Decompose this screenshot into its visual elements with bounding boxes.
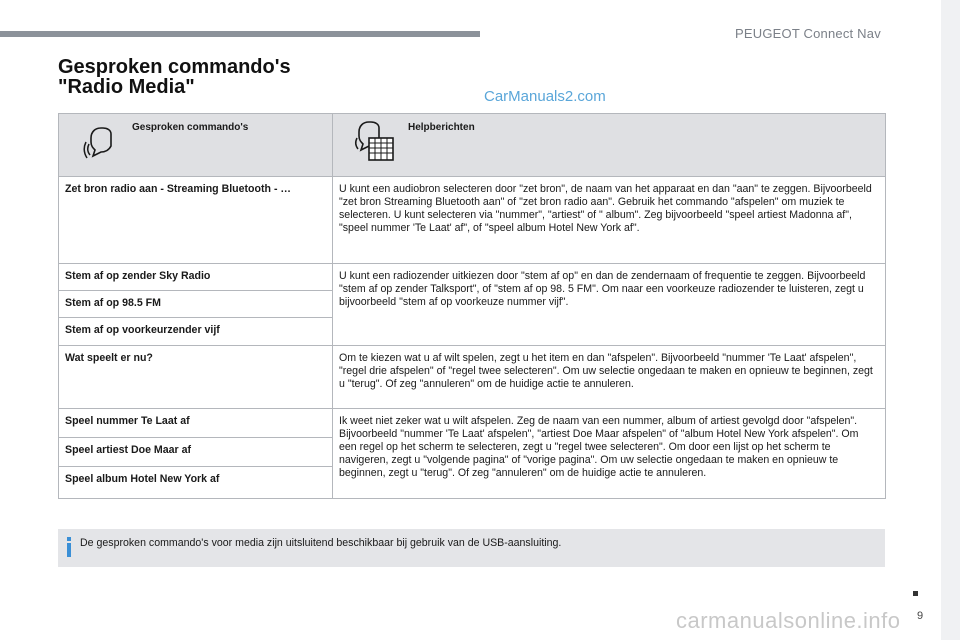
help-cell: Om te kiezen wat u af wilt spelen, zegt u het item en dan "afspelen". Bijvoorbeeld "nummer 'Te Laat' afspelen", "regel drie afspelen" of "regel twee selecteren". Om uw selectie ongedaan te maken en opnieuw te beginnen, zegt u "terug". Of zeg "annuleren" om de huidige actie te annuleren. (333, 346, 886, 409)
command-cell: Speel artiest Doe Maar af (59, 438, 333, 467)
watermark-top: CarManuals2.com (484, 88, 606, 105)
title-line-2: "Radio Media" (58, 76, 195, 98)
header-bar (0, 31, 480, 37)
table-row (59, 177, 886, 264)
voice-command-table (58, 113, 886, 499)
header-help (333, 114, 886, 177)
page-title (58, 57, 291, 97)
command-cell: Stem af op 98.5 FM (59, 291, 333, 318)
page-number: 9 (917, 610, 924, 622)
help-message-icon (353, 118, 397, 168)
header-commands (59, 114, 333, 177)
page-marker (913, 591, 918, 596)
info-icon (64, 537, 74, 562)
command-cell: Stem af op zender Sky Radio (59, 264, 333, 291)
info-note (58, 529, 885, 567)
info-note-text: De gesproken commando's voor media zijn uitsluitend beschikbaar bij gebruik van de USB-aansluiting. (80, 537, 562, 549)
voice-command-icon (83, 122, 123, 166)
help-cell: U kunt een radiozender uitkiezen door "stem af op" en dan de zendernaam of frequentie te zeggen. Bijvoorbeeld "stem af op zender Talksport", of "stem af op 98. 5 FM". Om naar een voorkeuze radiozender te luisteren, zegt u bijvoorbeeld "stem af op voorkeuze nummer vijf". (333, 264, 886, 346)
table-row (59, 264, 886, 291)
table-header-row (59, 114, 886, 177)
help-cell: Ik weet niet zeker wat u wilt afspelen. Zeg de naam van een nummer, album of artiest gevolgd door "afspelen". Bijvoorbeeld "nummer 'Te Laat' afspelen", "artiest Doe Maar afspelen" of "album Hotel New York afspelen". Om een regel op het scherm te selecteren, zegt u "regel twee selecteren". Om door een lijst op het scherm te navigeren, zegt u "volgende pagina" of "vorige pagina". Om uw selectie ongedaan te maken en opnieuw te beginnen, zegt u "terug". Of zeg "annuleren" om de huidige actie te annuleren. (333, 409, 886, 499)
table-row (59, 409, 886, 438)
command-cell: Speel album Hotel New York af (59, 467, 333, 499)
command-cell: Wat speelt er nu? (59, 346, 333, 409)
command-cell: Stem af op voorkeurzender vijf (59, 318, 333, 346)
brand-label: PEUGEOT Connect Nav (735, 26, 881, 41)
command-cell: Zet bron radio aan - Streaming Bluetooth - … (59, 177, 333, 264)
title-line-1: Gesproken commando's (58, 56, 291, 78)
side-margin (941, 0, 960, 640)
header-commands-label: Gesproken commando's (132, 122, 249, 133)
table-row (59, 346, 886, 409)
watermark-bottom: carmanualsonline.info (676, 608, 901, 633)
command-cell: Speel nummer Te Laat af (59, 409, 333, 438)
header-help-label: Helpberichten (408, 122, 475, 133)
help-cell: U kunt een audiobron selecteren door "zet bron", de naam van het apparaat en dan "aan" te zeggen. Bijvoorbeeld "zet bron Streaming Bluetooth aan" of "zet bron radio aan". Gebruik het commando "afspelen" om muziek te selecteren. U kunt selecteren via "nummer", "artiest" of " album". Zeg bijvoorbeeld "speel artiest Madonna af", "speel nummer 'Te Laat' af", of "speel album Hotel New York af". (333, 177, 886, 264)
